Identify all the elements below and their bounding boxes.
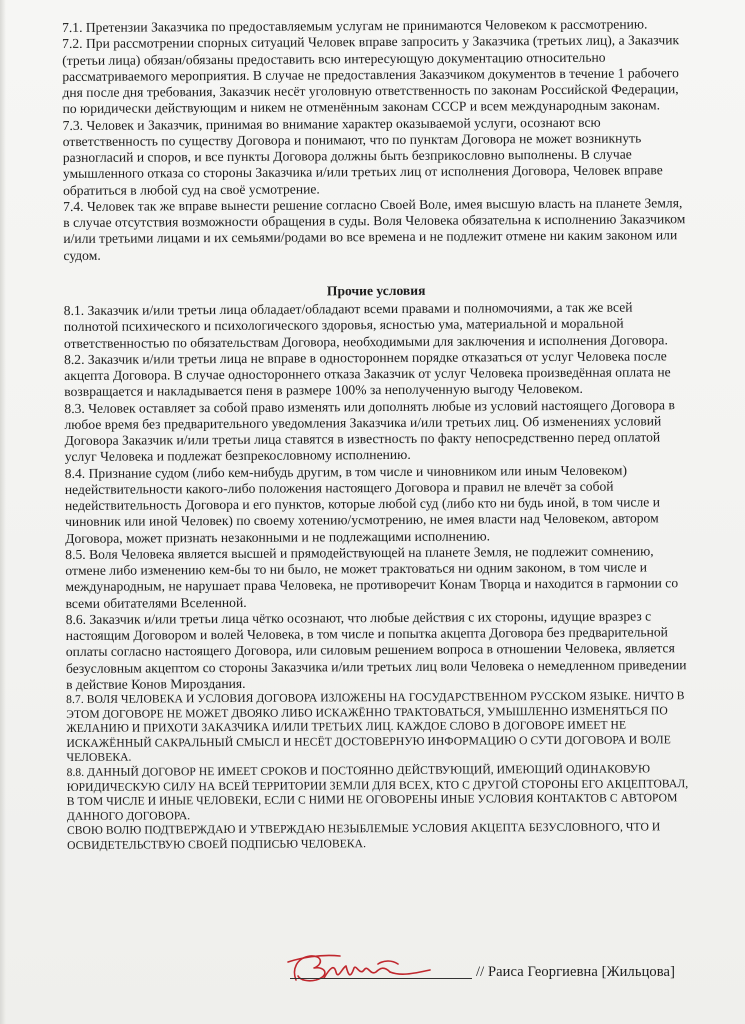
clause-8-1: 8.1. Заказчик и/или третьи лица обладает/обладают всеми правами и полномочиями, а так же всей полнотой психического и психологического здоровья, ясностью ума, материальной и моральной ответственностью по обязательствам Договора, необходимыми для заключения и исполнения Договора. — [63, 299, 668, 351]
clause-8-5: 8.5. Воля Человека является высшей и прямодействующей на планете Земля, не подлежит сомнению, отмене либо изменению кем-бы то ни было, не может трактоваться ни одним законом, в том числе и международным, не нарушает права Человека, не противоречит Конам Творца и находится в гармонии со всеми обитателями Вселенной. — [65, 543, 679, 611]
signature-block — [280, 950, 730, 990]
clause-7-3: 7.3. Человек и Заказчик, принимая во внимание характер оказываемой услуги, осознают всю ответственность по существу Договора и понимают, что по пунктам Договора не может возникнуть разногласий и споров, и все пункты Договора должны быть безприкословно выполнены. В случае умышленного отказа со стороны Заказчика и/или третьих лиц от исполнения Договора, Человек вправе обратиться в любой суд на своё усмотрение. — [62, 114, 663, 198]
clause-8-3: 8.3. Человек оставляет за собой право изменять или дополнять любые из условий настоящего Договора в любое время без предварительного уведомления Заказчика и/или третьих лиц. Об изменениях условий Договора Заказчик и/или третьи лица ставятся в известность по факту непосредственно перед оплатой услуг Человека и подлежат безпрекословному исполнению. — [64, 396, 675, 465]
clause-8-4: 8.4. Признание судом (либо кем-нибудь другим, в том числе и чиновником или иным Человеком) недействительности какого-либо положения настоящего Договора и правил не влечёт за собой недействительность Договора и его пунктов, которые любой суд (либо кто ни будь иной, в том числе и чиновник или иной Человек) по своему хотению/усмотрению, не имея власти над Человеком, автором Договора, может признать незаконными и не подлежащими исполнению. — [64, 462, 661, 546]
clause-7-2: 7.2. При рассмотрении спорных ситуаций Человек вправе запросить у Заказчика (третьих лиц), а Заказчик (третьи лица) обязан/обязаны предоставить всю интересующую документацию относительно рассматриваемого мероприятия. В случае не предоставления Заказчиком документов в течение 1 рабочего дня после дня требования, Заказчик несёт уголовную ответственность по законам Российской Федерации, по юридически действующим и никем не отменённым законам СССР и всем международным законам. — [62, 32, 680, 117]
clause-7-1: 7.1. Претензии Заказчика по предоставляемым услугам не принимаются Человеком к рассмотрению. — [62, 16, 648, 35]
clause-8-2: 8.2. Заказчик и/или третьи лица не вправе в одностороннем порядке отказаться от услуг Человека после акцепта Договора. В случае одностороннего отказа Заказчик от услуг Человека произведённая оплата не возвращается и накладывается пеня в размере 100% за неполученную выгоду Человеком. — [64, 348, 671, 400]
clause-8-8: 8.8. ДАННЫЙ ДОГОВОР НЕ ИМЕЕТ СРОКОВ И ПОСТОЯННО ДЕЙСТВУЮЩИЙ, ИМЕЮЩИЙ ОДИНАКОВУЮ ЮРИДИЧЕСКУЮ СИЛУ НА ВСЕЙ ТЕРРИТОРИИ ЗЕМЛИ ДЛЯ ВСЕХ, КТО С ДРУГОЙ СТОРОНЫ ЕГО АКЦЕПТОВАЛ, В ТОМ ЧИСЛЕ И ИНЫЕ ЧЕЛОВЕКИ, ЕСЛИ С НИМИ НЕ ОГОВОРЕНЫ ИНЫЕ УСЛОВИЯ КОНТАКТОВ С АВТОРОМ ДАННОГО ДОГОВОРА. — [66, 762, 689, 823]
signature-line — [290, 978, 472, 979]
handwritten-signature — [280, 950, 480, 990]
scan-edge-shadow — [0, 0, 6, 1024]
clause-8-7: 8.7. ВОЛЯ ЧЕЛОВЕКА И УСЛОВИЯ ДОГОВОРА ИЗЛОЖЕНЫ НА ГОСУДАРСТВЕННОМ РУССКОМ ЯЗЫКЕ. НИЧТО В ЭТОМ ДОГОВОРЕ НЕ МОЖЕТ ДВОЯКО ЛИБО ИСКАЖЁННО ТРАКТОВАТЬСЯ, УМЫШЛЕННО ИЗМЕНЯТЬСЯ ПО ЖЕЛАНИЮ И ПРИХОТИ ЗАКАЗЧИКА И/ИЛИ ТРЕТЬИХ ЛИЦ. КАЖДОЕ СЛОВО В ДОГОВОРЕ ИМЕЕТ НЕ ИСКАЖЁННЫЙ САКРАЛЬНЫЙ СМЫСЛ И НЕСЁТ ДОСТОВЕРНУЮ ИНФОРМАЦИЮ О СУТИ ДОГОВОРА И ВОЛЕ ЧЕЛОВЕКА. — [66, 689, 685, 765]
signatory-name: // Раиса Георгиевна [Жильцова] — [476, 964, 675, 980]
document-body — [62, 16, 692, 853]
section-title: Прочие условия — [326, 282, 426, 299]
closing-statement: СВОЮ ВОЛЮ ПОДТВЕРЖДАЮ И УТВЕРЖДАЮ НЕЗЫБЛЕМЫЕ УСЛОВИЯ АКЦЕПТА БЕЗУСЛОВНОГО, ЧТО И ОСВИДЕТЕЛЬСТВУЮ СВОЕЙ ПОДПИСЬЮ ЧЕЛОВЕКА. — [66, 820, 661, 852]
clause-7-4: 7.4. Человек так же вправе вынести решение согласно Своей Воле, имея высшую власть на планете Земля, в случае отсутствия возможности обращения в суды. Воля Человека обязательна к исполнению Заказчиком и/или третьими лицами и их семьями/родами во все времена и не подлежит отмене ни каким законом или судом. — [63, 194, 686, 263]
clause-8-6: 8.6. Заказчик и/или третьи лица чётко осознают, что любые действия с их стороны, идущие вразрез с настоящим Договором и волей Человека, в том числе и попытка акцепта Договора без предварительной оплаты согласно настоящего Договора, или силовым решением вопроса в отношении Человека, является безусловным акцептом со стороны Заказчика и/или третьих лиц воли Человека о немедленном приведении в действие Конов Мироздания. — [65, 608, 687, 692]
